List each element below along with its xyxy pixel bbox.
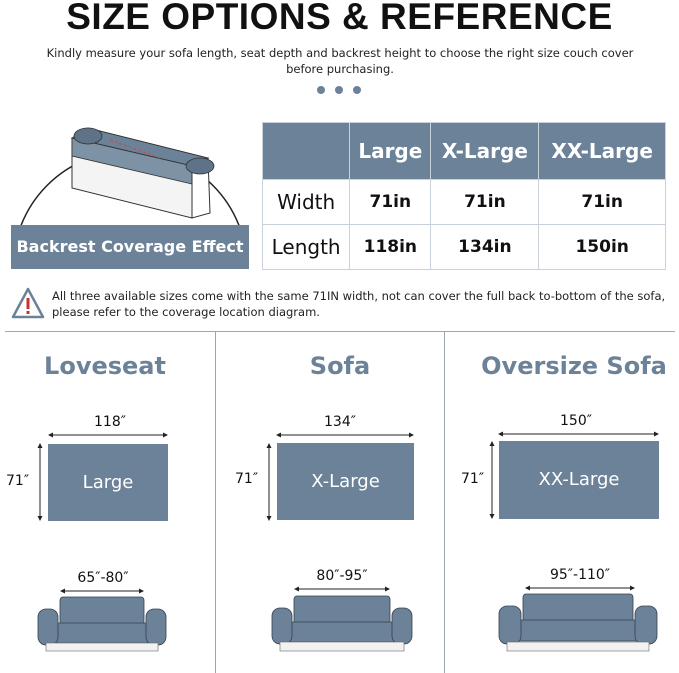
length-label: 118″ bbox=[94, 414, 126, 430]
length-arrow bbox=[48, 432, 168, 438]
length-arrow bbox=[498, 431, 659, 437]
fit-range-label: 65″-80″ bbox=[77, 570, 129, 586]
table-cell: 71in bbox=[539, 180, 666, 225]
length-label: 134″ bbox=[324, 414, 356, 430]
oversize-sofa-illustration bbox=[497, 592, 659, 653]
length-arrow bbox=[276, 432, 414, 438]
column-title-sofa: Sofa bbox=[309, 352, 371, 380]
table-row bbox=[263, 225, 666, 270]
warning-text: All three available sizes come with the same 71IN width, not can cover the full back to-bottom of the sofa, please refer to the coverage location diagram. bbox=[52, 289, 666, 319]
size-table bbox=[262, 122, 666, 270]
table-row-label: Width bbox=[263, 180, 350, 225]
warning-triangle-icon bbox=[11, 287, 45, 319]
dot-indicator bbox=[317, 86, 325, 94]
width-arrow bbox=[489, 441, 495, 519]
dot-indicator bbox=[335, 86, 343, 94]
table-corner-cell bbox=[263, 123, 350, 180]
column-title-oversize-sofa: Oversize Sofa bbox=[481, 352, 667, 380]
size-mat-xlarge: X-Large bbox=[277, 443, 414, 520]
coverage-label: Backrest Coverage Effect bbox=[16, 237, 244, 256]
table-cell: 71in bbox=[350, 180, 431, 225]
size-mat-xxlarge: XX-Large bbox=[499, 441, 659, 519]
table-row-label: Length bbox=[263, 225, 350, 270]
fit-range-label: 95″-110″ bbox=[549, 567, 611, 583]
table-header-large: Large bbox=[350, 123, 431, 180]
section-divider bbox=[5, 331, 675, 332]
table-cell: 134in bbox=[431, 225, 539, 270]
fit-range-arrow bbox=[294, 586, 390, 592]
width-label: 71″ bbox=[235, 471, 259, 487]
sofa-illustration bbox=[270, 594, 414, 653]
table-header-xlarge: X-Large bbox=[431, 123, 539, 180]
table-header-xxlarge: XX-Large bbox=[539, 123, 666, 180]
width-label: 71″ bbox=[6, 473, 30, 489]
table-cell: 150in bbox=[539, 225, 666, 270]
page-title: SIZE OPTIONS & REFERENCE bbox=[66, 0, 613, 37]
width-arrow bbox=[266, 443, 272, 521]
table-cell: 71in bbox=[431, 180, 539, 225]
column-divider bbox=[444, 331, 445, 673]
page-subtitle: Kindly measure your sofa length, seat depth and backrest height to choose the right size couch cover before purchasing. bbox=[46, 46, 634, 76]
covered-sofa-illustration bbox=[60, 118, 220, 228]
column-divider bbox=[215, 331, 216, 673]
table-header-row bbox=[263, 123, 666, 180]
fit-range-label: 80″-95″ bbox=[316, 568, 368, 584]
column-title-loveseat: Loveseat bbox=[44, 352, 166, 380]
loveseat-illustration bbox=[36, 595, 168, 653]
fit-range-arrow bbox=[525, 585, 635, 591]
width-arrow bbox=[37, 443, 43, 521]
table-row bbox=[263, 180, 666, 225]
table-cell: 118in bbox=[350, 225, 431, 270]
length-label: 150″ bbox=[560, 413, 592, 429]
fit-range-arrow bbox=[60, 588, 144, 594]
dot-indicator bbox=[353, 86, 361, 94]
size-mat-large: Large bbox=[48, 444, 168, 521]
width-label: 71″ bbox=[461, 471, 485, 487]
